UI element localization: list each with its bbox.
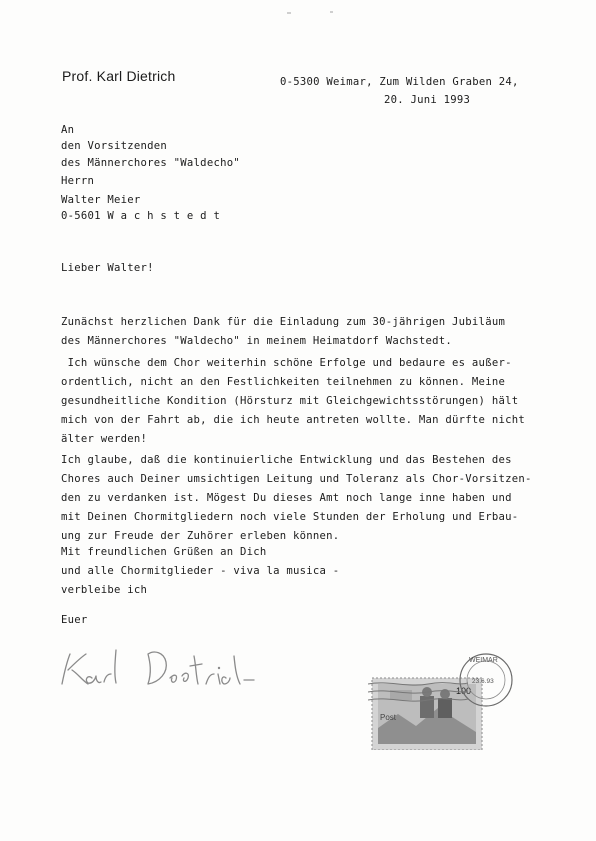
- paragraph-line: Ich wünsche dem Chor weiterhin schöne Erfolge und bedaure es außer-: [61, 357, 512, 369]
- paragraph-line: des Männerchores "Waldecho" in meinem Heimatdorf Wachstedt.: [61, 335, 453, 347]
- stamp-post-label: Post: [380, 713, 397, 722]
- recipient-line: den Vorsitzenden: [61, 140, 168, 152]
- paragraph-line: Ich glaube, daß die kontinuierliche Entwicklung und das Bestehen des: [61, 454, 512, 466]
- scan-speck: [330, 11, 333, 13]
- sender-address: 0-5300 Weimar, Zum Wilden Graben 24,: [280, 76, 519, 88]
- paragraph-2: [61, 354, 561, 449]
- letter-date: 20. Juni 1993: [384, 94, 471, 106]
- paragraph-line: ordentlich, nicht an den Festlichkeiten teilnehmen zu können. Meine: [61, 376, 506, 388]
- recipient-line: An: [61, 124, 75, 136]
- closing-line: und alle Chormitglieder - viva la musica -: [61, 565, 340, 577]
- postage-stamp: [368, 650, 548, 750]
- paragraph-line: Chores auch Deiner umsichtigen Leitung und Toleranz als Chor-Vorsitzen-: [61, 473, 532, 485]
- paragraph-line: den zu verdanken ist. Mögest Du dieses Amt noch lange inne haben und: [61, 492, 512, 504]
- paragraph-line: ung zur Freude der Zuhörer erleben können.: [61, 530, 340, 542]
- recipient-line: 0-5601 W a c h s t e d t: [61, 210, 221, 222]
- paragraph-line: gesundheitliche Kondition (Hörsturz mit Gleichgewichtsstörungen) hält: [61, 395, 519, 407]
- scan-speck: [287, 12, 291, 14]
- paragraph-line: Zunächst herzlichen Dank für die Einladung zum 30-jährigen Jubiläum: [61, 316, 506, 328]
- paragraph-1: [61, 313, 561, 351]
- paragraph-3: [61, 451, 561, 546]
- handwritten-signature: [58, 640, 298, 690]
- closing-line: verbleibe ich: [61, 584, 148, 596]
- recipient-line: Herrn: [61, 175, 95, 187]
- stamp-value: 100: [456, 686, 472, 696]
- recipient-line: Walter Meier: [61, 194, 141, 206]
- paragraph-line: mich von der Fahrt ab, die ich heute antreten wollte. Man dürfte nicht: [61, 414, 525, 426]
- paragraph-line: älter werden!: [61, 433, 148, 445]
- sender-name: Prof. Karl Dietrich: [62, 68, 176, 84]
- postmark-city: WEIMAR: [469, 657, 498, 664]
- paragraph-line: mit Deinen Chormitgliedern noch viele Stunden der Erholung und Erbau-: [61, 511, 519, 523]
- recipient-line: des Männerchores "Waldecho": [61, 157, 240, 169]
- valediction: Euer: [61, 614, 88, 626]
- closing-line: Mit freundlichen Grüßen an Dich: [61, 546, 267, 558]
- salutation: Lieber Walter!: [61, 262, 154, 274]
- postmark-date: 23.6.93: [472, 678, 494, 685]
